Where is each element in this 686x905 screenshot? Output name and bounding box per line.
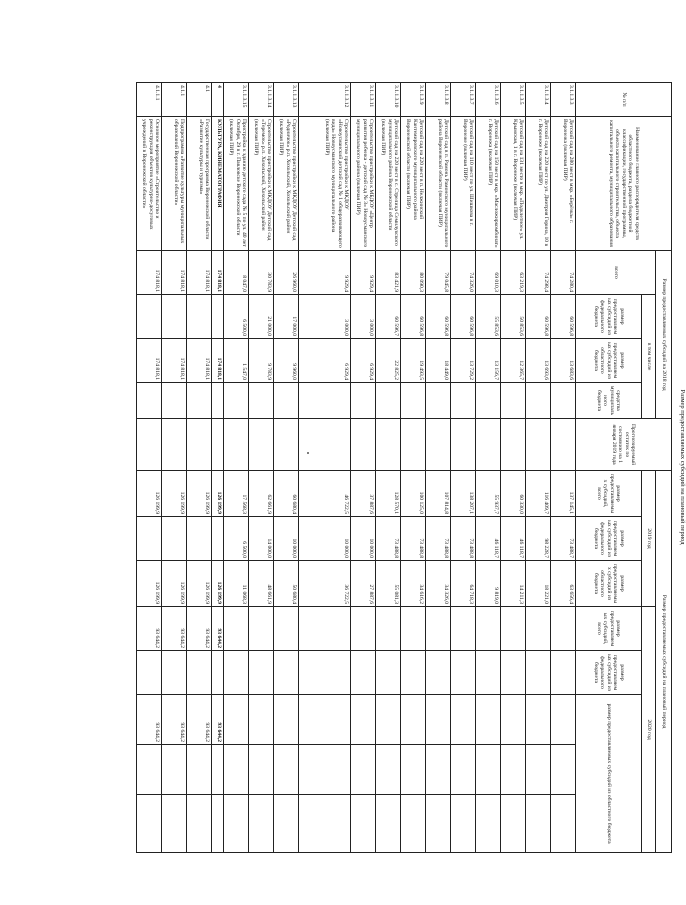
row-mun (551, 383, 576, 419)
row-extra-2 (426, 795, 451, 853)
row-extra-1 (299, 745, 351, 795)
row-remainder (187, 419, 212, 471)
row-extra-2 (162, 795, 187, 853)
row-fed-2018: 60 596,8 (551, 295, 576, 339)
row-remainder (299, 419, 351, 471)
row-fed-2019 (162, 517, 187, 561)
row-mun (376, 383, 401, 419)
row-obl-2020: 93 644,2 (162, 695, 187, 745)
header-fed-2020: размер предоставляемых субсидий из федерального бюджета (576, 651, 642, 695)
table-row (376, 83, 401, 853)
row-obl-2019: 126 199,9 (187, 561, 212, 607)
row-mun (274, 383, 299, 419)
row-total-2018: 69 010,3 (476, 251, 501, 295)
row-total-2018: 30 783,9 (249, 251, 274, 295)
row-fed-2019 (187, 517, 212, 561)
row-obl-2020 (501, 695, 526, 745)
row-total-2018: 174 818,1 (137, 251, 162, 295)
row-num: 3.1.1.3.13 (274, 83, 299, 117)
row-fed-2020 (274, 651, 299, 695)
row-obl-2020: 93 644,2 (187, 695, 212, 745)
table-row (187, 83, 212, 853)
row-total-2018: 83 421,9 (376, 251, 401, 295)
subsidy-table (136, 82, 672, 853)
row-extra-1 (274, 745, 299, 795)
row-obl-2019: 34 616,2 (401, 561, 426, 607)
row-total-2019: 17 568,3 (224, 471, 249, 517)
row-obl-2020 (249, 695, 274, 745)
row-remainder (476, 419, 501, 471)
row-total-2020 (249, 607, 274, 651)
table-row (137, 83, 162, 853)
row-obl-2020 (551, 695, 576, 745)
row-mun (137, 383, 162, 419)
header-total-2020: размер предоставляемых субсидий, всего (576, 607, 642, 651)
row-fed-2019: 73 488,8 (376, 517, 401, 561)
row-total-2018: 8 047,0 (224, 251, 249, 295)
row-total-2019: 128 570,1 (376, 471, 401, 517)
row-num: 3.1.1.3.4 (526, 83, 551, 117)
header-incl: в том числе (642, 295, 656, 419)
row-total-2018: 9 929,4 (351, 251, 376, 295)
row-name: Детский сад на 220 мест в с. Стрелица Семилукского муниципального района Воронежской области (включая ПИР) (376, 117, 401, 251)
row-total-2019: 62 661,9 (249, 471, 274, 517)
row-fed-2018 (137, 295, 162, 339)
row-remainder (274, 419, 299, 471)
row-total-2018: 79 045,8 (426, 251, 451, 295)
row-remainder (249, 419, 274, 471)
row-fed-2019: 46 118,7 (501, 517, 526, 561)
row-extra-1 (426, 745, 451, 795)
row-remainder (401, 419, 426, 471)
row-extra-2 (376, 795, 401, 853)
table-row (212, 83, 224, 853)
row-num: 3.1.1.3.6 (476, 83, 501, 117)
row-fed-2020 (476, 651, 501, 695)
row-extra-1 (551, 745, 576, 795)
row-extra-1 (162, 745, 187, 795)
row-fed-2018: 21 000,0 (249, 295, 274, 339)
row-fed-2018 (187, 295, 212, 339)
row-total-2019: 46 722,5 (299, 471, 351, 517)
table-row (224, 83, 249, 853)
row-total-2018: 174 818,1 (212, 251, 224, 295)
row-obl-2018: 18 449,0 (426, 339, 451, 383)
table-body (137, 83, 576, 853)
row-extra-1 (376, 745, 401, 795)
row-num: 4.1 (187, 83, 212, 117)
row-name: Детский сад на 280 мест в мкр. «Берёзка» г. Воронежа (включая ПИР) (551, 117, 576, 251)
row-fed-2020 (224, 651, 249, 695)
row-remainder (526, 419, 551, 471)
row-extra-1 (451, 745, 476, 795)
row-total-2019: 126 199,9 (187, 471, 212, 517)
row-obl-2019: 18 221,0 (526, 561, 551, 607)
row-total-2019: 116 409,7 (526, 471, 551, 517)
row-fed-2018: 6 500,0 (224, 295, 249, 339)
row-name: Пристройка к зданию детского сада № 5 по ул. 40 лет Октября, 29 в г. Павловске Воронежской области (включая ПИР) (224, 117, 249, 251)
row-num: 3.1.1.3.5 (501, 83, 526, 117)
header-obl: размер предоставляемых субсидий из областного бюджета (576, 339, 642, 383)
row-fed-2018: 17 000,0 (274, 295, 299, 339)
row-mun (187, 383, 212, 419)
row-extra-2 (187, 795, 212, 853)
row-total-2020: 93 644,2 (162, 607, 187, 651)
header-plan-period: Размер предоставляемых субсидий на плановый период (656, 471, 672, 853)
row-fed-2019: 98 228,7 (526, 517, 551, 561)
row-num: 4.1.1 (162, 83, 187, 117)
row-extra-2 (551, 795, 576, 853)
row-fed-2019: 6 500,0 (224, 517, 249, 561)
header-2020: 2020 год (642, 607, 656, 853)
row-extra-1 (212, 745, 224, 795)
row-num: 3.1.1.3.10 (376, 83, 401, 117)
row-total-2020: 93 644,2 (187, 607, 212, 651)
row-obl-2020 (526, 695, 551, 745)
row-total-2020 (351, 607, 376, 651)
row-obl-2018: 13 156,7 (476, 339, 501, 383)
row-fed-2020 (351, 651, 376, 695)
row-extra-2 (451, 795, 476, 853)
row-obl-2019: 11 068,3 (224, 561, 249, 607)
row-num: 3.1.1.3.12 (299, 83, 351, 117)
row-total-2020 (376, 607, 401, 651)
row-fed-2020 (551, 651, 576, 695)
row-obl-2018: 174 818,1 (187, 339, 212, 383)
row-num: 3.1.1.3.14 (249, 83, 274, 117)
row-total-2020 (224, 607, 249, 651)
table-row (551, 83, 576, 853)
row-total-2018: 26 960,0 (274, 251, 299, 295)
row-total-2019: 137 145,1 (551, 471, 576, 517)
row-extra-1 (187, 745, 212, 795)
row-mun (224, 383, 249, 419)
row-total-2020: 93 644,2 (212, 607, 224, 651)
row-total-2018: 174 818,1 (187, 251, 212, 295)
row-obl-2020: 93 644,2 (212, 695, 224, 745)
row-extra-2 (224, 795, 249, 853)
row-extra-2 (501, 795, 526, 853)
row-mun (476, 383, 501, 419)
row-mun (212, 383, 224, 419)
row-fed-2020 (187, 651, 212, 695)
row-total-2018: 174 818,1 (162, 251, 187, 295)
row-name: Строительство пристройки к МБДОУ «Центр развития ребенка - детский сад № 3» Новоусманского муниципального района (включая ПИР) (351, 117, 376, 251)
header-mun: средства муниципального бюджета (576, 383, 642, 419)
row-mun (249, 383, 274, 419)
table-row (426, 83, 451, 853)
row-total-2019: 55 937,7 (476, 471, 501, 517)
row-remainder (501, 419, 526, 471)
row-num: 3.1.1.3.11 (351, 83, 376, 117)
row-fed-2018: 60 596,8 (401, 295, 426, 339)
row-obl-2020 (224, 695, 249, 745)
row-fed-2019: 10 000,0 (351, 517, 376, 561)
row-obl-2018: 174 818,1 (212, 339, 224, 383)
row-total-2018: 9 929,4 (299, 251, 351, 295)
row-total-2019: 100 125,0 (401, 471, 426, 517)
row-fed-2020 (376, 651, 401, 695)
row-obl-2019: 9 819,0 (476, 561, 501, 607)
table-row (162, 83, 187, 853)
row-fed-2018 (212, 295, 224, 339)
row-obl-2018: 13 729,2 (451, 339, 476, 383)
row-total-2019: 138 207,1 (451, 471, 476, 517)
row-extra-1 (526, 745, 551, 795)
header-total-2018: всего (576, 251, 656, 295)
row-obl-2018: 6 929,4 (351, 339, 376, 383)
row-obl-2019: 126 199,9 (212, 561, 224, 607)
row-mun (451, 383, 476, 419)
row-fed-2019 (212, 517, 224, 561)
row-mun (299, 383, 351, 419)
row-obl-2020 (451, 695, 476, 745)
row-num: 4 (212, 83, 224, 117)
header-obl-2020: размер предоставляемых субсидий из областного бюджета (576, 695, 642, 853)
header-remainder: Прогнозируемый остаток по состоянию на 1 января 2019 года (576, 419, 672, 471)
row-remainder (162, 419, 187, 471)
row-name: Строительство пристройки к МКДОУ Детский сад «Теремок» р.п. Хохольский, Хохольский район (включая ПИР) (249, 117, 274, 251)
row-total-2019: 60 680,4 (274, 471, 299, 517)
row-fed-2019: 46 118,7 (476, 517, 501, 561)
row-remainder (212, 419, 224, 471)
row-obl-2018: 19 493,5 (401, 339, 426, 383)
row-total-2020 (451, 607, 476, 651)
row-total-2020 (526, 607, 551, 651)
row-num: 3.1.1.3.7 (451, 83, 476, 117)
row-num: 3.1.1.3.9 (401, 83, 426, 117)
row-mun (426, 383, 451, 419)
table-row (476, 83, 501, 853)
row-fed-2018: 60 596,7 (376, 295, 401, 339)
row-mun (526, 383, 551, 419)
row-fed-2020 (451, 651, 476, 695)
row-obl-2018: 9 960,0 (274, 339, 299, 383)
row-fed-2020 (249, 651, 274, 695)
row-total-2019: 126 199,9 (137, 471, 162, 517)
row-obl-2018: 1 547,0 (224, 339, 249, 383)
row-name: Детский сад на 220 мест по ул. Дмитрия Горина, 10 в г. Воронеже (включая ПИР) (526, 117, 551, 251)
row-fed-2019: 73 488,8 (426, 517, 451, 561)
row-total-2019: 60 330,0 (501, 471, 526, 517)
row-name: Детский сад на 131 место в мкр. «Подклетное» ул. Крымская, 1 в г. Воронеже (включая ПИР) (501, 117, 526, 251)
row-extra-2 (249, 795, 274, 853)
row-fed-2020 (526, 651, 551, 695)
row-obl-2019: 55 081,3 (376, 561, 401, 607)
row-obl-2020 (299, 695, 351, 745)
row-extra-1 (351, 745, 376, 795)
row-extra-2 (212, 795, 224, 853)
row-obl-2020 (274, 695, 299, 745)
row-fed-2019: 73 488,8 (401, 517, 426, 561)
row-obl-2019: 63 656,4 (551, 561, 576, 607)
row-total-2019: 126 199,9 (162, 471, 187, 517)
row-extra-2 (401, 795, 426, 853)
row-obl-2019: 126 199,9 (137, 561, 162, 607)
row-extra-2 (299, 795, 351, 853)
plan-title: Размер предоставляемых субсидий на плановый период (679, 389, 686, 545)
row-fed-2020 (501, 651, 526, 695)
row-obl-2019: 36 722,5 (299, 561, 351, 607)
row-fed-2018: 60 596,8 (526, 295, 551, 339)
row-obl-2019: 27 887,6 (351, 561, 376, 607)
row-obl-2018: 9 783,9 (249, 339, 274, 383)
row-name: Детский сад на 220 мест в п. Нелжинский Кантемировского муниципального района Воронежской области (включая ПИР) (401, 117, 426, 251)
row-fed-2018: 60 596,8 (451, 295, 476, 339)
header-num: № п/п (576, 83, 672, 117)
row-extra-1 (137, 745, 162, 795)
row-total-2018: 80 090,3 (401, 251, 426, 295)
table-row (401, 83, 426, 853)
table-row (299, 83, 351, 853)
row-mun (401, 383, 426, 419)
header-total-2019: размер предоставляемых субсидий, всего (576, 471, 642, 517)
row-fed-2018: 50 853,6 (501, 295, 526, 339)
row-obl-2019: 50 680,4 (274, 561, 299, 607)
row-name: Детский сад на 150 мест в мкр. «Масложиркомбинат» г. Воронежа (включая ПИР) (476, 117, 501, 251)
row-remainder (426, 419, 451, 471)
row-name: Строительство пристройки к МКДОУ «Новоусманский детский сад № 1 общеразвивающего вида» Новоусманского муниципального района (включая ПИР) (299, 117, 351, 251)
row-total-2018: 74 298,4 (526, 251, 551, 295)
row-remainder (224, 419, 249, 471)
row-total-2019: 126 199,9 (212, 471, 224, 517)
row-fed-2020 (162, 651, 187, 695)
row-total-2019: 37 887,6 (351, 471, 376, 517)
row-fed-2019: 10 000,0 (274, 517, 299, 561)
table-row (501, 83, 526, 853)
table-row (274, 83, 299, 853)
header-name: Наименование главного распорядителя средств областного бюджета, раздела бюджетной классификации, государственной программы, объекта капитального строительства, объекта капитального ремонта, муниципального образования (576, 117, 672, 251)
row-obl-2018: 22 825,2 (376, 339, 401, 383)
row-name: Подпрограмма «Развитие культуры муниципальных образований Воронежской области» (162, 117, 187, 251)
row-fed-2020 (426, 651, 451, 695)
header-2019: 2019 год (642, 471, 656, 607)
row-name: Государственная программа Воронежской области «Развитие культуры и туризма» (187, 117, 212, 251)
row-total-2020 (551, 607, 576, 651)
row-extra-2 (274, 795, 299, 853)
row-obl-2019: 48 661,9 (249, 561, 274, 607)
row-obl-2018: 174 818,1 (137, 339, 162, 383)
row-num: 3.1.1.3.15 (224, 83, 249, 117)
row-obl-2018: 13 693,6 (526, 339, 551, 383)
row-name: Детский сад на 110 мест по ул. Шишкова в г. Воронеже (включая ПИР) (451, 117, 476, 251)
row-mun (501, 383, 526, 419)
row-remainder (376, 419, 401, 471)
row-total-2020: 93 644,2 (137, 607, 162, 651)
row-fed-2018: 3 000,0 (351, 295, 376, 339)
row-fed-2018: 55 853,6 (476, 295, 501, 339)
row-fed-2020 (212, 651, 224, 695)
row-total-2020 (476, 607, 501, 651)
row-obl-2019: 126 199,9 (162, 561, 187, 607)
row-total-2020 (274, 607, 299, 651)
row-obl-2019: 64 718,3 (451, 561, 476, 607)
table-row (526, 83, 551, 853)
row-name: КУЛЬТУРА, КИНЕМАТОГРАФИЯ (212, 117, 224, 251)
row-num: 4.1.1.1 (137, 83, 162, 117)
row-total-2020 (501, 607, 526, 651)
header-obl-2019: размер предоставляемых субсидий из областного бюджета (576, 561, 642, 607)
header-fed-2019: размер предоставляемых субсидий из федерального бюджета (576, 517, 642, 561)
row-fed-2018: 3 000,0 (299, 295, 351, 339)
row-obl-2020: 93 644,2 (137, 695, 162, 745)
row-extra-1 (401, 745, 426, 795)
row-fed-2019: 73 488,8 (451, 517, 476, 561)
row-extra-1 (476, 745, 501, 795)
row-total-2018: 74 326,0 (451, 251, 476, 295)
row-obl-2020 (476, 695, 501, 745)
row-total-2020 (426, 607, 451, 651)
row-extra-1 (249, 745, 274, 795)
row-extra-2 (351, 795, 376, 853)
table-row (249, 83, 274, 853)
row-fed-2020 (299, 651, 351, 695)
row-extra-1 (224, 745, 249, 795)
row-obl-2020 (401, 695, 426, 745)
row-obl-2020 (376, 695, 401, 745)
table-row (451, 83, 476, 853)
row-fed-2020 (137, 651, 162, 695)
row-total-2018: 74 280,4 (551, 251, 576, 295)
row-remainder (551, 419, 576, 471)
row-total-2018: 63 219,3 (501, 251, 526, 295)
row-total-2020 (401, 607, 426, 651)
row-obl-2020 (351, 695, 376, 745)
row-mun (162, 383, 187, 419)
row-obl-2020 (426, 695, 451, 745)
row-name: Детский сад в п. Рамонь Рамонского муниципального района Воронежской области (включая ПИР) (426, 117, 451, 251)
row-remainder (137, 419, 162, 471)
row-obl-2018: 12 365,7 (501, 339, 526, 383)
rotated-document (117, 82, 686, 852)
row-num: 3.1.1.3.3 (551, 83, 576, 117)
row-total-2019: 107 814,8 (426, 471, 451, 517)
row-extra-2 (476, 795, 501, 853)
row-fed-2019: 14 000,0 (249, 517, 274, 561)
row-name: Строительство пристройки к МКДОУ Детский сад «Родничок» р.п. Хохольский, Хохольский район (включая ПИР) (274, 117, 299, 251)
row-extra-2 (526, 795, 551, 853)
row-remainder (351, 419, 376, 471)
row-fed-2019: 10 000,0 (299, 517, 351, 561)
row-obl-2019: 14 211,3 (501, 561, 526, 607)
row-remainder (451, 419, 476, 471)
row-obl-2018: 174 818,1 (162, 339, 187, 383)
row-obl-2019: 34 326,0 (426, 561, 451, 607)
row-fed-2019: 73 488,7 (551, 517, 576, 561)
row-name: Основное мероприятие «Строительство и реконструкция объектов культурно-досуговых учреждений в Воронежской области» (137, 117, 162, 251)
row-extra-1 (501, 745, 526, 795)
table-row (351, 83, 376, 853)
row-fed-2018 (162, 295, 187, 339)
row-fed-2019 (137, 517, 162, 561)
row-total-2020 (299, 607, 351, 651)
header-fed: размер предоставляемых субсидий из федерального бюджета (576, 295, 642, 339)
header-2018: Размер предоставляемых субсидий на 2018 год (656, 251, 672, 419)
row-fed-2020 (401, 651, 426, 695)
row-num: 3.1.1.3.8 (426, 83, 451, 117)
row-extra-2 (137, 795, 162, 853)
row-mun (351, 383, 376, 419)
row-fed-2018: 60 596,8 (426, 295, 451, 339)
row-obl-2018: 13 683,6 (551, 339, 576, 383)
row-obl-2018: 6 929,4 (299, 339, 351, 383)
